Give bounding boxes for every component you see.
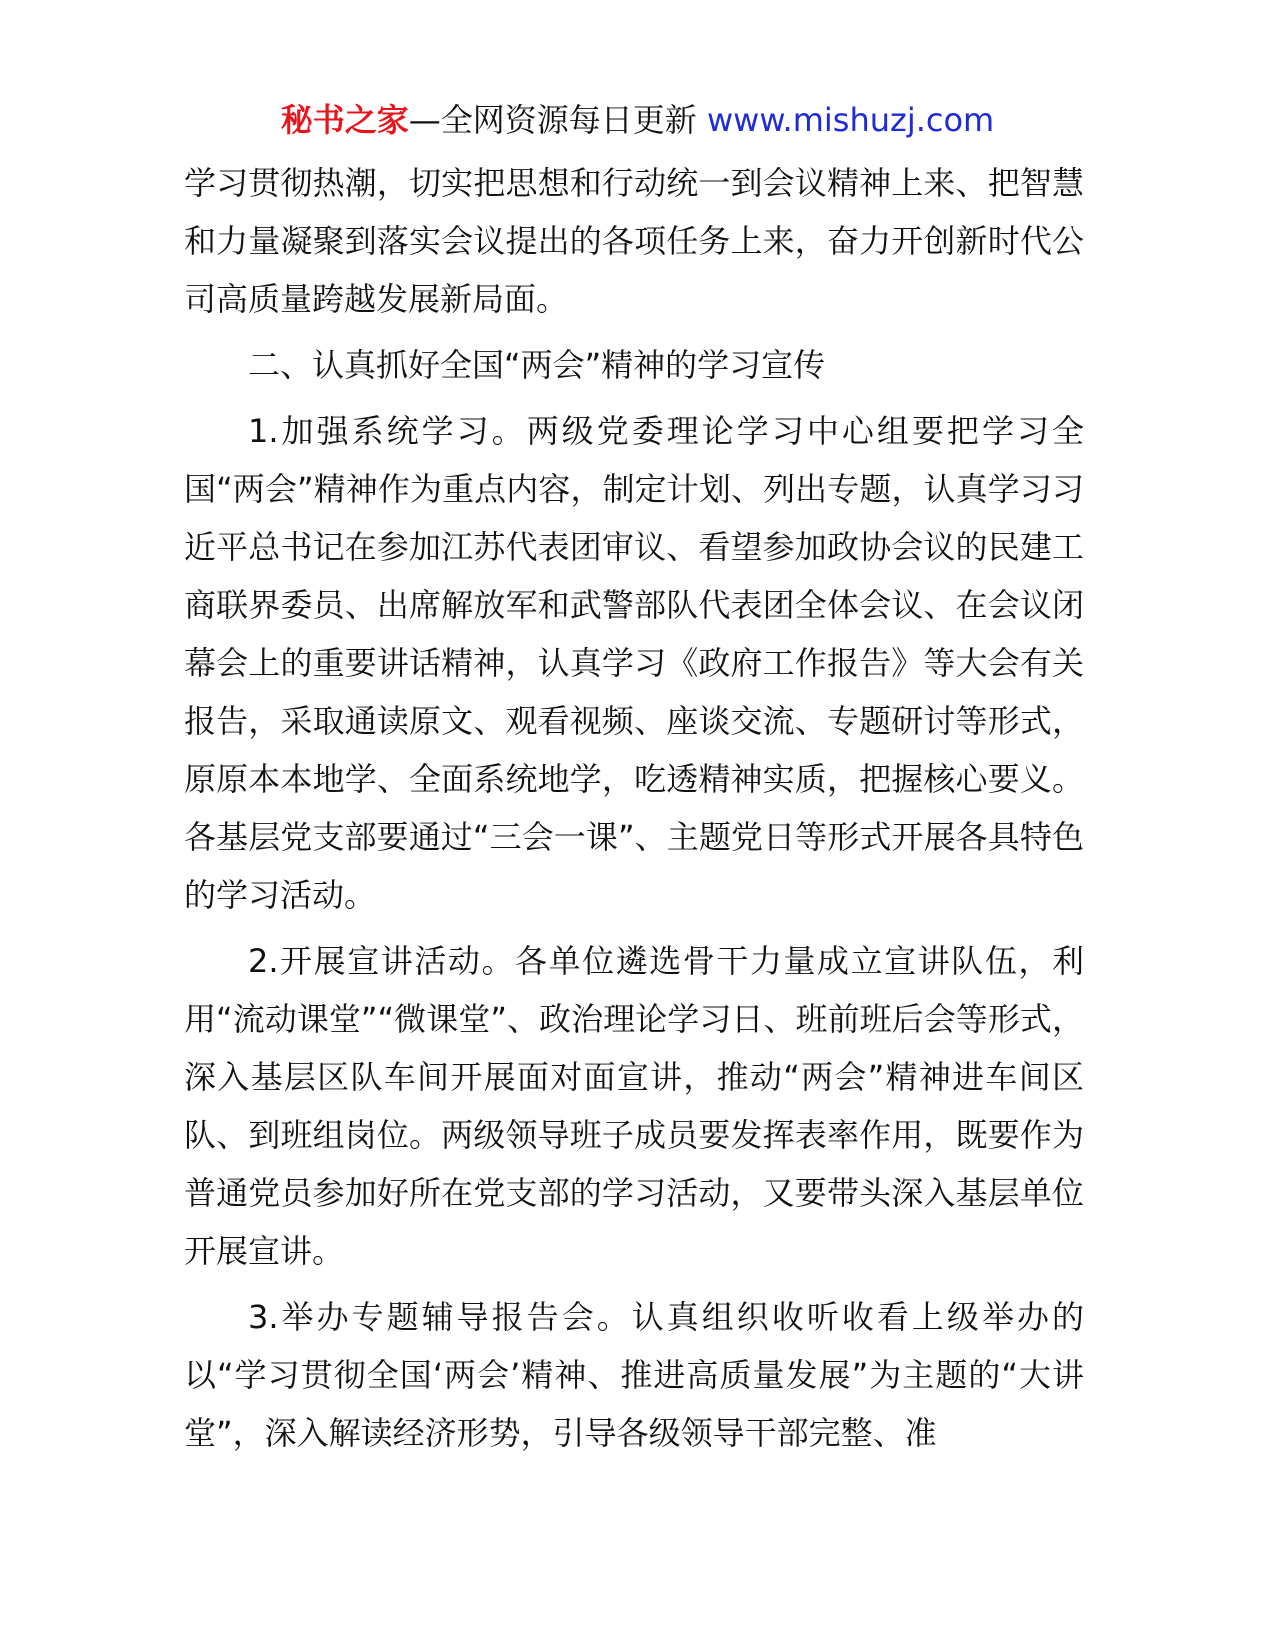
section-heading: 二、认真抓好全国“两会”精神的学习宣传	[248, 346, 826, 384]
header-tagline: —全网资源每日更新	[408, 101, 707, 139]
paragraph-item-2: 2.开展宣讲活动。各单位遴选骨干力量成立宣讲队伍，利用“流动课堂”“微课堂”、政治理论学习日、班前班后会等形式，深入基层区队车间开展面对面宣讲，推动“两会”精神进车间区队、到班组岗位。两级领导班子成员要发挥表率作用，既要作为普通党员参加好所在党支部的学习活动，又要带头深入基层单位开展宣讲。	[184, 942, 1084, 1270]
brand-name: 秘书之家	[280, 101, 409, 139]
paragraph-item-3: 3.举办专题辅导报告会。认真组织收听收看上级举办的以“学习贯彻全国‘两会’精神、推进高质量发展”为主题的“大讲堂”，深入解读经济形势，引导各级领导干部完整、准	[184, 1298, 1084, 1452]
site-header	[0, 98, 1275, 142]
paragraph-item-1: 1.加强系统学习。两级党委理论学习中心组要把学习全国“两会”精神作为重点内容，制定计划、列出专题，认真学习习近平总书记在参加江苏代表团审议、看望参加政协会议的民建工商联界委员、出席解放军和武警部队代表团全体会议、在会议闭幕会上的重要讲话精神，认真学习《政府工作报告》等大会有关报告，采取通读原文、观看视频、座谈交流、专题研讨等形式，原原本本地学、全面系统地学，吃透精神实质，把握核心要义。各基层党支部要通过“三会一课”、主题党日等形式开展各具特色的学习活动。	[184, 412, 1084, 914]
site-url[interactable]: www.mishuzj.com	[706, 101, 995, 139]
document-body	[184, 154, 1084, 1462]
paragraph-continuation: 学习贯彻热潮，切实把思想和行动统一到会议精神上来、把智慧和力量凝聚到落实会议提出的各项任务上来，奋力开创新时代公司高质量跨越发展新局面。	[184, 164, 1084, 318]
